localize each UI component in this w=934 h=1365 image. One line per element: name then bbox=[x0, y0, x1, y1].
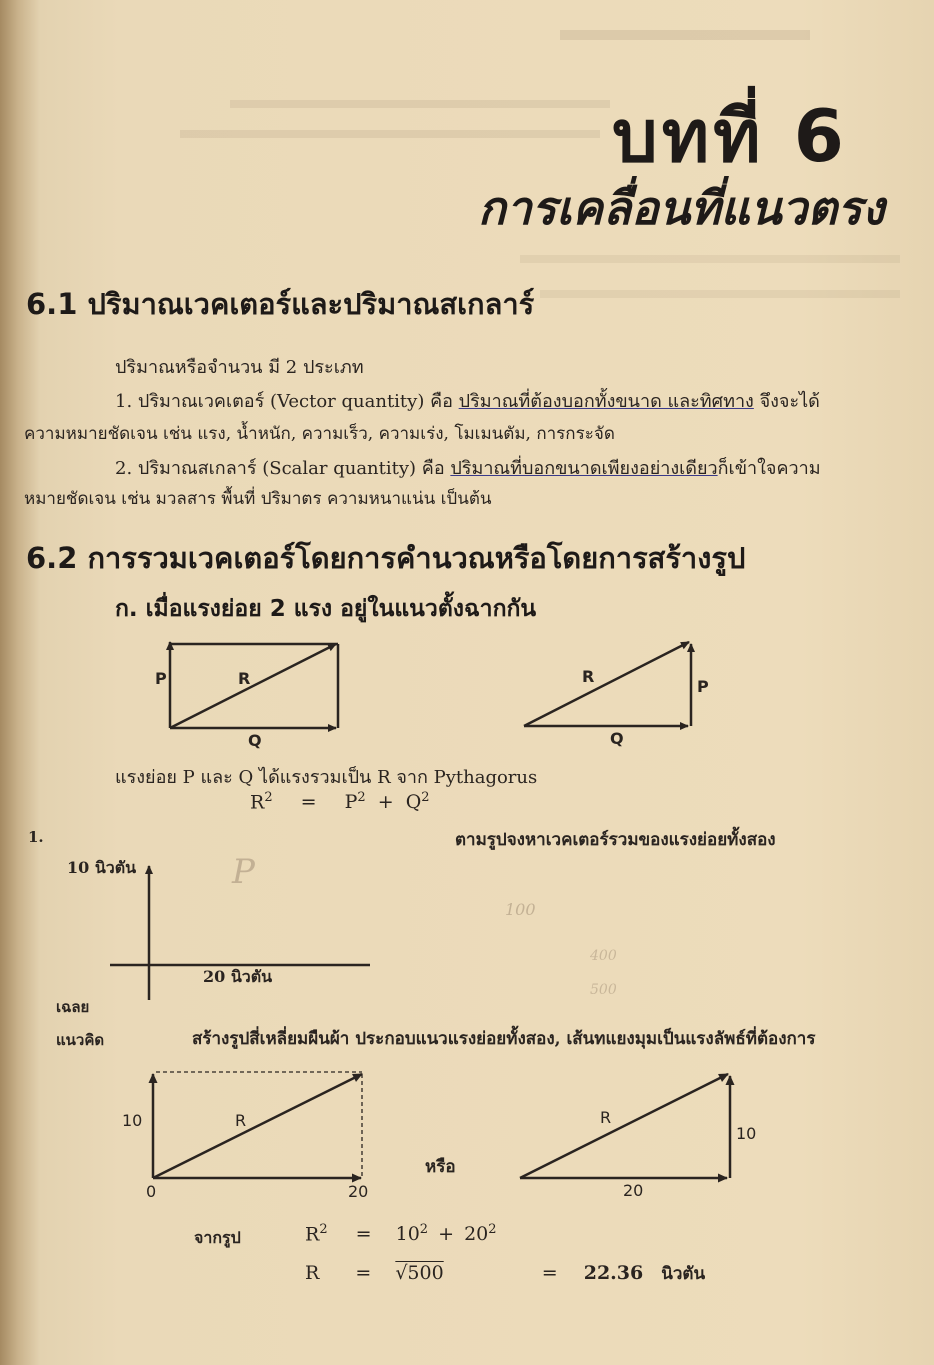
tri-label-10: 10 bbox=[736, 1124, 757, 1143]
calc2-value: 22.36 bbox=[583, 1262, 644, 1284]
example-question: ตามรูปจงหาเวคเตอร์รวมของแรงย่อยทั้งสอง bbox=[455, 830, 776, 850]
item2-end: ก็เข้าใจความ bbox=[717, 458, 821, 479]
method-label: แนวคิด bbox=[56, 1031, 105, 1049]
chapter-title: การเคลื่อนที่แนวตรง bbox=[478, 181, 885, 235]
formula-exp: 2 bbox=[421, 790, 430, 805]
calc2-unit: นิวตัน bbox=[661, 1264, 706, 1284]
item1-line bbox=[115, 386, 820, 415]
formula-eq: = bbox=[300, 791, 317, 814]
calc-line-1 bbox=[305, 1222, 497, 1245]
label-P: P bbox=[155, 669, 167, 688]
calc2-root: √500 bbox=[395, 1262, 444, 1284]
calc1-b: 20 bbox=[464, 1223, 489, 1246]
item1-continuation: ความหมายชัดเจน เช่น แรง, น้ำหนัก, ความเร็ว, ความเร่ง, โมเมนตัม, การกระจัด bbox=[24, 424, 615, 444]
item2-start: 2. ปริมาณสเกลาร์ (Scalar quantity) คือ bbox=[115, 458, 451, 479]
triangle-label-R: R bbox=[582, 667, 595, 686]
label-R: R bbox=[238, 669, 251, 688]
handwritten-400: 400 bbox=[590, 948, 617, 964]
y-axis-label: 10 นิวตัน bbox=[67, 858, 137, 877]
item2-line bbox=[115, 453, 821, 482]
tri-label-20: 20 bbox=[623, 1181, 644, 1200]
calc2-lhs: R bbox=[305, 1262, 320, 1284]
tri-label-R: R bbox=[600, 1108, 612, 1127]
formula-P: P bbox=[344, 791, 358, 814]
item1-end: จึงจะได้ bbox=[753, 391, 820, 412]
calc-line-2 bbox=[305, 1260, 705, 1287]
item1-underlined: ปริมาณที่ต้องบอกทั้งขนาด และทิศทาง bbox=[458, 391, 754, 412]
formula-exp: 2 bbox=[264, 790, 273, 805]
handwritten-500: 500 bbox=[590, 982, 617, 998]
answer-label: เฉลย bbox=[56, 998, 90, 1016]
example-number: 1. bbox=[28, 828, 44, 846]
calc1-lhs: R bbox=[305, 1223, 320, 1246]
x-axis-label: 20 นิวตัน bbox=[203, 967, 273, 986]
solution-triangle bbox=[520, 1074, 730, 1178]
parallelogram-diagram bbox=[153, 1072, 362, 1178]
section-heading-6-1: 6.1 ปริมาณเวคเตอร์และปริมาณสเกลาร์ bbox=[26, 287, 535, 321]
bleed-through bbox=[230, 100, 610, 108]
calc2-eq2: = bbox=[541, 1262, 558, 1284]
from-figure-label: จากรูป bbox=[194, 1228, 241, 1247]
vector-figure-perpendicular bbox=[140, 628, 720, 758]
calc1-exp: 2 bbox=[319, 1222, 328, 1237]
triangle-label-P: P bbox=[697, 677, 709, 696]
method-text: สร้างรูปสี่เหลี่ยมผืนผ้า ประกอบแนวแรงย่อยทั้งสอง, เส้นทแยงมุมเป็นแรงลัพธ์ที่ต้องการ bbox=[192, 1029, 816, 1049]
label-Q: Q bbox=[248, 731, 262, 750]
diag-label-0: 0 bbox=[146, 1182, 157, 1201]
formula-R: R bbox=[250, 791, 265, 814]
formula-Q: Q bbox=[405, 791, 422, 814]
diag-label-20: 20 bbox=[348, 1182, 369, 1201]
solution-diagrams bbox=[110, 1060, 790, 1205]
chapter-number: บทที่ 6 bbox=[612, 94, 848, 178]
section-heading-6-2: 6.2 การรวมเวคเตอร์โดยการคำนวณหรือโดยการสร้างรูป bbox=[26, 541, 746, 575]
calc2-eq: = bbox=[355, 1262, 372, 1284]
formula-exp: 2 bbox=[357, 790, 366, 805]
diag-label-10: 10 bbox=[122, 1111, 143, 1130]
handwritten-p: P bbox=[232, 852, 255, 892]
triangle-label-Q: Q bbox=[610, 729, 624, 748]
calc1-exp: 2 bbox=[488, 1222, 497, 1237]
item2-underlined: ปริมาณที่บอกขนาดเพียงอย่างเดียว bbox=[450, 458, 718, 479]
pythagoras-formula bbox=[250, 790, 430, 813]
bleed-through bbox=[540, 290, 900, 298]
subsection-heading: ก. เมื่อแรงย่อย 2 แรง อยู่ในแนวตั้งฉากกัน bbox=[115, 596, 537, 622]
bleed-through bbox=[560, 30, 810, 40]
calc1-plus: + bbox=[438, 1223, 455, 1246]
intro-text: ปริมาณหรือจำนวน มี 2 ประเภท bbox=[115, 357, 364, 378]
calc1-eq: = bbox=[355, 1223, 372, 1246]
bleed-through bbox=[180, 130, 600, 138]
or-label: หรือ bbox=[425, 1157, 456, 1177]
calc1-exp: 2 bbox=[419, 1222, 429, 1237]
calc1-a: 10 bbox=[395, 1223, 420, 1246]
pythagoras-text: แรงย่อย P และ Q ได้แรงรวมเป็น R จาก Pythagorus bbox=[115, 767, 538, 788]
diag-label-R: R bbox=[235, 1111, 247, 1130]
formula-plus: + bbox=[377, 791, 394, 814]
item1-start: 1. ปริมาณเวคเตอร์ (Vector quantity) คือ bbox=[115, 391, 459, 412]
bleed-through bbox=[520, 255, 900, 263]
handwritten-100: 100 bbox=[505, 900, 536, 919]
item2-continuation: หมายชัดเจน เช่น มวลสาร พื้นที่ ปริมาตร ความหนาแน่น เป็นต้น bbox=[24, 489, 492, 509]
rectangle-diagram bbox=[170, 642, 338, 728]
triangle-diagram bbox=[524, 642, 691, 726]
